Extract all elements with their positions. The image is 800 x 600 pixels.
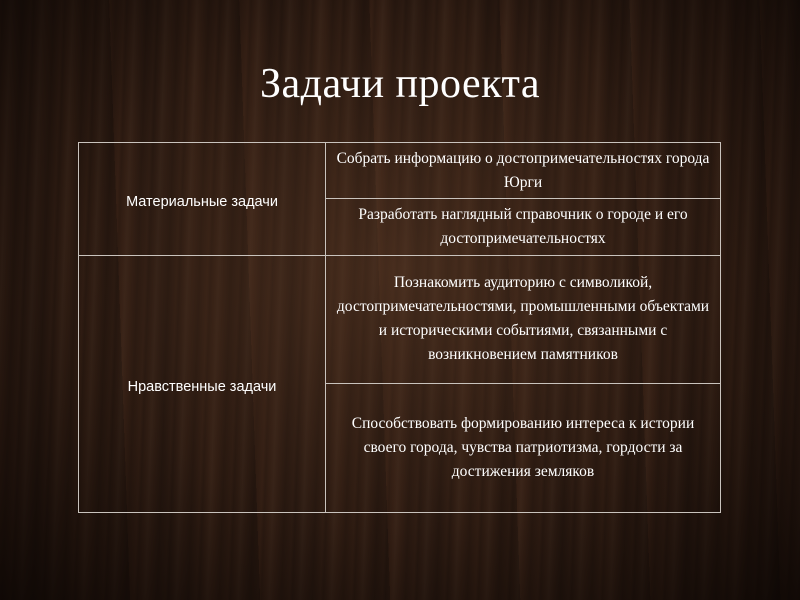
tasks-table	[78, 142, 721, 513]
task-cell: Собрать информацию о достопримечательностях города Юрги	[326, 143, 721, 199]
table-row	[79, 143, 721, 199]
table-row	[79, 255, 721, 384]
task-cell: Разработать наглядный справочник о городе и его достопримечательностях	[326, 199, 721, 255]
task-cell: Способствовать формированию интереса к истории своего города, чувства патриотизма, гордости за достижения земляков	[326, 384, 721, 513]
task-cell: Познакомить аудиторию с символикой, достопримечательностями, промышленными объектами и историческими событиями, связанными с возникновением памятников	[326, 255, 721, 384]
category-material: Материальные задачи	[79, 143, 326, 256]
slide-title: Задачи проекта	[259, 61, 541, 107]
category-moral: Нравственные задачи	[79, 255, 326, 512]
